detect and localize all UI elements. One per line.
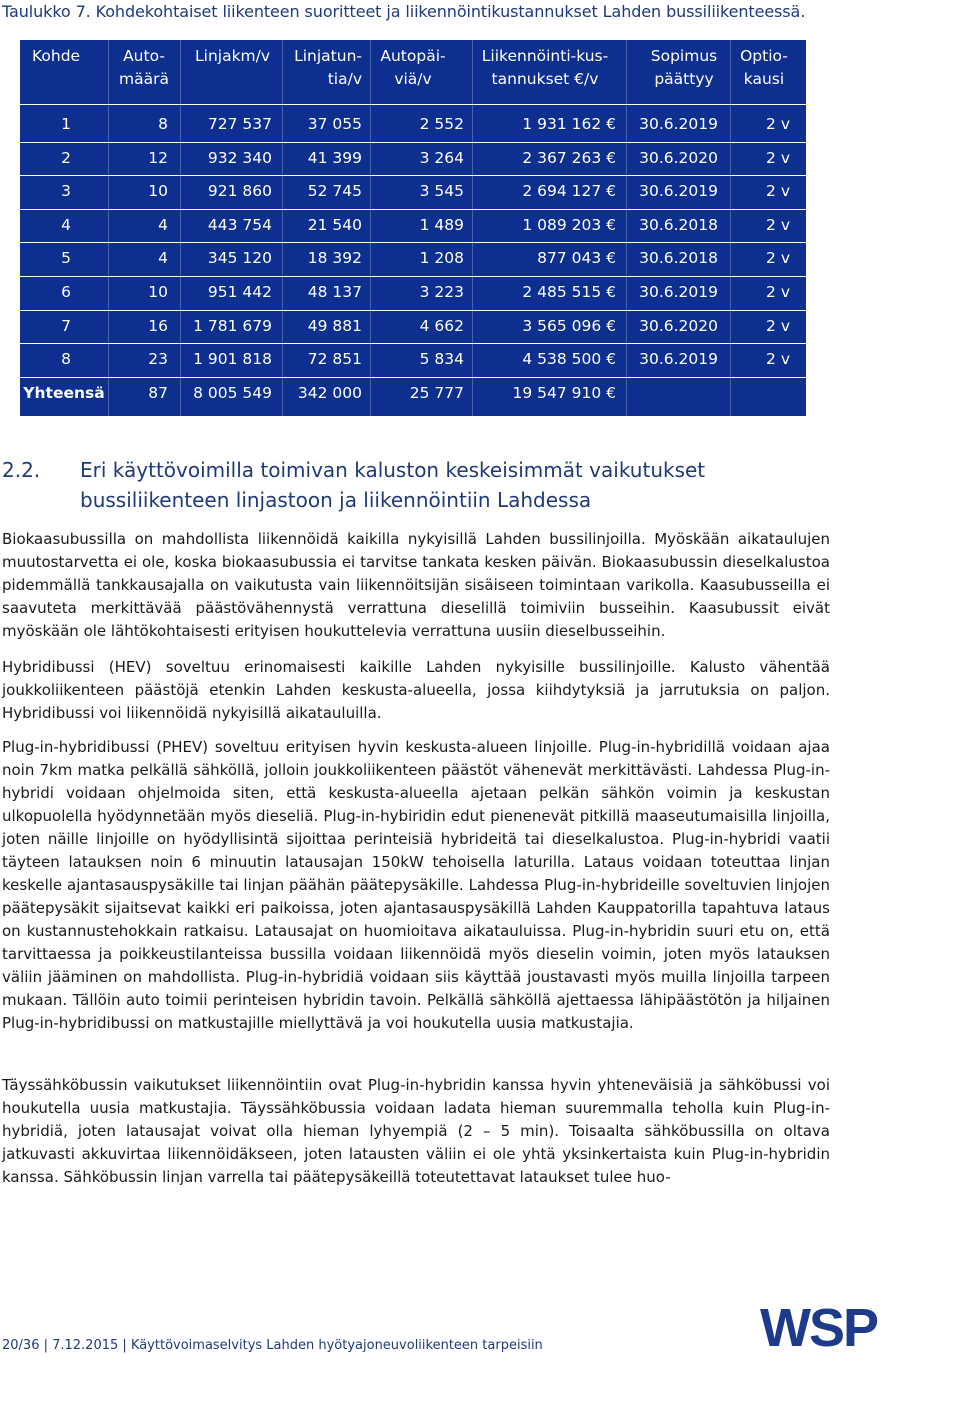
page-footer: 20/36 | 7.12.2015 | Käyttövoimaselvitys Lahden hyötyajoneuvoliikenteen tarpeisiin	[2, 1338, 543, 1353]
cell-autot: 23	[148, 350, 168, 369]
cell-optio: 2 v	[766, 115, 790, 133]
header-sopimus-line2: päättyy	[654, 70, 714, 88]
cell-linjatunnit: 21 540	[307, 215, 362, 234]
header-kustannukset-line2: tannukset €/v	[491, 70, 599, 88]
cell-autopaivat: 1 489	[419, 215, 464, 234]
row-divider	[20, 242, 806, 243]
cell-linjakm: 727 537	[207, 115, 272, 133]
paragraph-tayssahko: Täyssähköbussin vaikutukset liikennöintiin ovat Plug-in-hybridin kanssa hyvin yhteneväisiä ja sähköbussi voi houkutella uusia matkustajia. Täyssähköbussia voidaan ladata hieman suuremmalla teholla kuin Plug-in-hybridiä, joten latausajat voivat olla hieman lyhyempiä (2 – 5 min). Toisaalta sähköbussilla on oltava jatkuvasti akkuvirtaa liikennöidäkseen, joten latausten väliin ei ole yhtä yksinkertaista kuin Plug-in-hybridin kanssa. Sähköbussin linjan varrella tai päätepysäkeillä toteutettavat lataukset tulee huo-	[2, 1076, 830, 1186]
cell-linjakm: 345 120	[207, 249, 272, 268]
cell-autopaivat: 4 662	[419, 316, 464, 335]
cell-kohde: 7	[61, 316, 71, 335]
cell-linjakm: 932 340	[207, 148, 272, 167]
header-linjatunnit-line2: tia/v	[327, 70, 362, 88]
cell-sopimus: 30.6.2019	[639, 182, 718, 201]
cell-kustannukset: 877 043 €	[537, 249, 616, 268]
row-divider	[20, 175, 806, 176]
total-kohde: Yhteensä	[23, 383, 105, 402]
wsp-logo	[752, 1286, 912, 1366]
column-divider	[370, 40, 371, 416]
cell-kustannukset: 1 089 203 €	[522, 215, 616, 234]
cell-autot: 4	[158, 215, 168, 234]
cell-sopimus: 30.6.2019	[639, 283, 718, 301]
cell-sopimus: 30.6.2018	[639, 215, 718, 234]
total-autot: 87	[148, 383, 168, 402]
header-automaara-line2: määrä	[119, 70, 169, 88]
cell-autot: 12	[148, 148, 168, 167]
cell-autopaivat: 3 223	[419, 283, 464, 301]
column-divider	[730, 40, 731, 416]
cell-kustannukset: 1 931 162 €	[522, 115, 616, 133]
total-linjatunnit: 342 000	[297, 383, 362, 402]
svg-text:WSP: WSP	[760, 1298, 878, 1358]
column-divider	[180, 40, 181, 416]
cell-optio: 2 v	[766, 249, 790, 268]
cell-linjatunnit: 52 745	[307, 182, 362, 201]
cell-kohde: 1	[61, 115, 71, 133]
header-linjakm: Linjakm/v	[195, 47, 271, 65]
paragraph-hybridi: Hybridibussi (HEV) soveltuu erinomaisesti kaikille Lahden nykyisille bussilinjoille. Kalusto vähentää joukkoliikenteen päästöjä etenkin Lahden keskusta-alueella, jossa kiihdytyksiä ja jarrutuksia on paljon. Hybridibussi voi liikennöidä nykyisillä aikatauluilla.	[2, 658, 830, 722]
cell-sopimus: 30.6.2020	[639, 148, 718, 167]
cell-optio: 2 v	[766, 148, 790, 167]
cell-kohde: 2	[61, 148, 71, 167]
section-title: Eri käyttövoimilla toimivan kaluston keskeisimmät vaikutukset bussiliikenteen linjastoon ja liikennöintiin Lahdessa	[80, 458, 706, 512]
cell-autopaivat: 3 264	[419, 148, 464, 167]
cell-kustannukset: 4 538 500 €	[522, 350, 616, 369]
cell-autopaivat: 5 834	[419, 350, 464, 369]
cell-autot: 10	[148, 182, 168, 201]
header-automaara-line1: Auto-	[123, 47, 165, 65]
header-divider	[20, 104, 806, 105]
column-divider	[108, 40, 109, 416]
cell-linjakm: 1 781 679	[193, 316, 272, 335]
cell-kustannukset: 2 694 127 €	[522, 182, 616, 201]
header-linjatunnit-line1: Linjatun-	[294, 47, 362, 65]
total-kustannukset: 19 547 910 €	[512, 383, 616, 402]
cell-optio: 2 v	[766, 215, 790, 234]
row-divider	[20, 276, 806, 277]
paragraph-biokaasu: Biokaasubussilla on mahdollista liikennöidä kaikilla nykyisillä Lahden bussilinjoilla. Myöskään aikataulujen muutostarvetta ei ole, koska biokaasubussia ei tarvitse tankata kesken päivän. Biokaasubussin dieselkalustoa pidemmällä tankkausajalla on vaikutusta vain liikennöitsijän sisäiseen toimintaan varikolla. Kaasubusseilla ei saavuteta merkittävää päästövähennystä verrattuna dieselillä toimiviin busseihin. Kaasubussit eivät myöskään ole lähtökohtaisesti erityisen houkuttelevia verrattuna uusiin dieselbusseihin.	[2, 530, 830, 640]
cell-kustannukset: 3 565 096 €	[522, 316, 616, 335]
cell-linjakm: 921 860	[207, 182, 272, 201]
cell-kustannukset: 2 367 263 €	[522, 148, 616, 167]
cell-sopimus: 30.6.2019	[639, 115, 718, 133]
row-divider	[20, 343, 806, 344]
column-divider	[282, 40, 283, 416]
header-kohde: Kohde	[32, 47, 81, 65]
cell-optio: 2 v	[766, 182, 790, 201]
cell-linjatunnit: 18 392	[307, 249, 362, 268]
cell-autopaivat: 2 552	[419, 115, 464, 133]
row-divider	[20, 377, 806, 378]
header-kustannukset-line1: Liikennöinti-kus-	[481, 47, 609, 65]
cell-autopaivat: 3 545	[419, 182, 464, 201]
table-caption: Taulukko 7. Kohdekohtaiset liikenteen suoritteet ja liikennöintikustannukset Lahden bussiliikenteessä.	[2, 2, 806, 21]
header-optio-line2: kausi	[743, 70, 785, 88]
cell-sopimus: 30.6.2019	[639, 350, 718, 369]
cell-kohde: 6	[61, 283, 71, 301]
cell-linjakm: 1 901 818	[193, 350, 272, 369]
cell-kohde: 3	[61, 182, 71, 201]
cell-linjakm: 951 442	[207, 283, 272, 301]
cost-table	[20, 40, 806, 416]
wsp-logo-icon	[752, 1286, 912, 1366]
column-divider	[626, 40, 627, 416]
cell-kohde: 4	[61, 215, 71, 234]
paragraph-plugin-hybridi: Plug-in-hybridibussi (PHEV) soveltuu erityisen hyvin keskusta-alueen linjoille. Plug-in-hybridillä voidaan ajaa noin 7km matka pelkällä sähköllä, jolloin joukkoliikenteen päästöt vähenevät merkittävästi. Lahdessa Plug-in-hybridi voidaan ohjelmoida siten, että keskusta-alueella ajetaan pelkän sähkön voimin ja keskustan ulkopuolella hyödynnetään myös dieseliä. Plug-in-hybiridin edut pienenevät pitkillä maaseutumaisilla linjoilla, joten näille linjoille on hyödyllisintä sijoittaa perinteisiä hybrideitä tai dieselkalustoa. Plug-in-hybridi vaatii täyteen latauksen noin 6 minuutin latausajan 150kW tehoisella laturilla. Lataus voidaan toteuttaa linjan keskelle ajantasauspysäkille tai linjan päähän päätepysäkille. Lahdessa Plug-in-hybrideille soveltuvien linjojen päätepysäkit sijaitsevat kaikki eri paikoissa, joten ajantasauspysäkillä Lahden Kauppatorilla tapahtuva lataus on kustannustehokkain ratkaisu. Latausajat on huomioitava aikatauluissa. Plug-in-hybridin suuri etu on, että tarvittaessa ja poikkeustilanteissa bussilla voidaan liikennöidä myös dieselin voimin, joten myös latauksen väliin jääminen on mahdollista. Plug-in-hybridiä voidaan siis käyttää joustavasti myös muilla linjoilla tarpeen mukaan. Tällöin auto toimii perinteisen hybridin tavoin. Pelkällä sähköllä ajettaessa lähipäästötön ja hiljainen Plug-in-hybridibussi on matkustajille miellyttävä ja voi houkutella uusia matkustajia.	[2, 738, 830, 1032]
cell-autot: 8	[158, 115, 168, 133]
cell-autot: 10	[148, 283, 168, 301]
cell-optio: 2 v	[766, 316, 790, 335]
cell-sopimus: 30.6.2020	[639, 316, 718, 335]
cell-kohde: 5	[61, 249, 71, 268]
row-divider	[20, 142, 806, 143]
cell-linjatunnit: 72 851	[307, 350, 362, 369]
section-number: 2.2.	[2, 458, 41, 482]
cell-autot: 16	[148, 316, 168, 335]
header-autopaivat-line1: Autopäi-	[380, 47, 446, 65]
row-divider	[20, 310, 806, 311]
cell-sopimus: 30.6.2018	[639, 249, 718, 268]
cell-kustannukset: 2 485 515 €	[522, 283, 616, 301]
cell-linjatunnit: 41 399	[307, 148, 362, 167]
cell-autot: 4	[158, 249, 168, 268]
cell-autopaivat: 1 208	[419, 249, 464, 268]
cell-optio: 2 v	[766, 350, 790, 369]
cell-linjatunnit: 37 055	[307, 115, 362, 133]
header-autopaivat-line2: viä/v	[394, 70, 432, 88]
cell-linjatunnit: 49 881	[307, 316, 362, 335]
cell-linjatunnit: 48 137	[307, 283, 362, 301]
total-autopaivat: 25 777	[409, 383, 464, 402]
cell-optio: 2 v	[766, 283, 790, 301]
row-divider	[20, 209, 806, 210]
header-optio-line1: Optio-	[740, 47, 788, 65]
cell-linjakm: 443 754	[207, 215, 272, 234]
header-sopimus-line1: Sopimus	[650, 47, 718, 65]
total-linjakm: 8 005 549	[193, 383, 272, 402]
cell-kohde: 8	[61, 350, 71, 369]
column-divider	[472, 40, 473, 416]
